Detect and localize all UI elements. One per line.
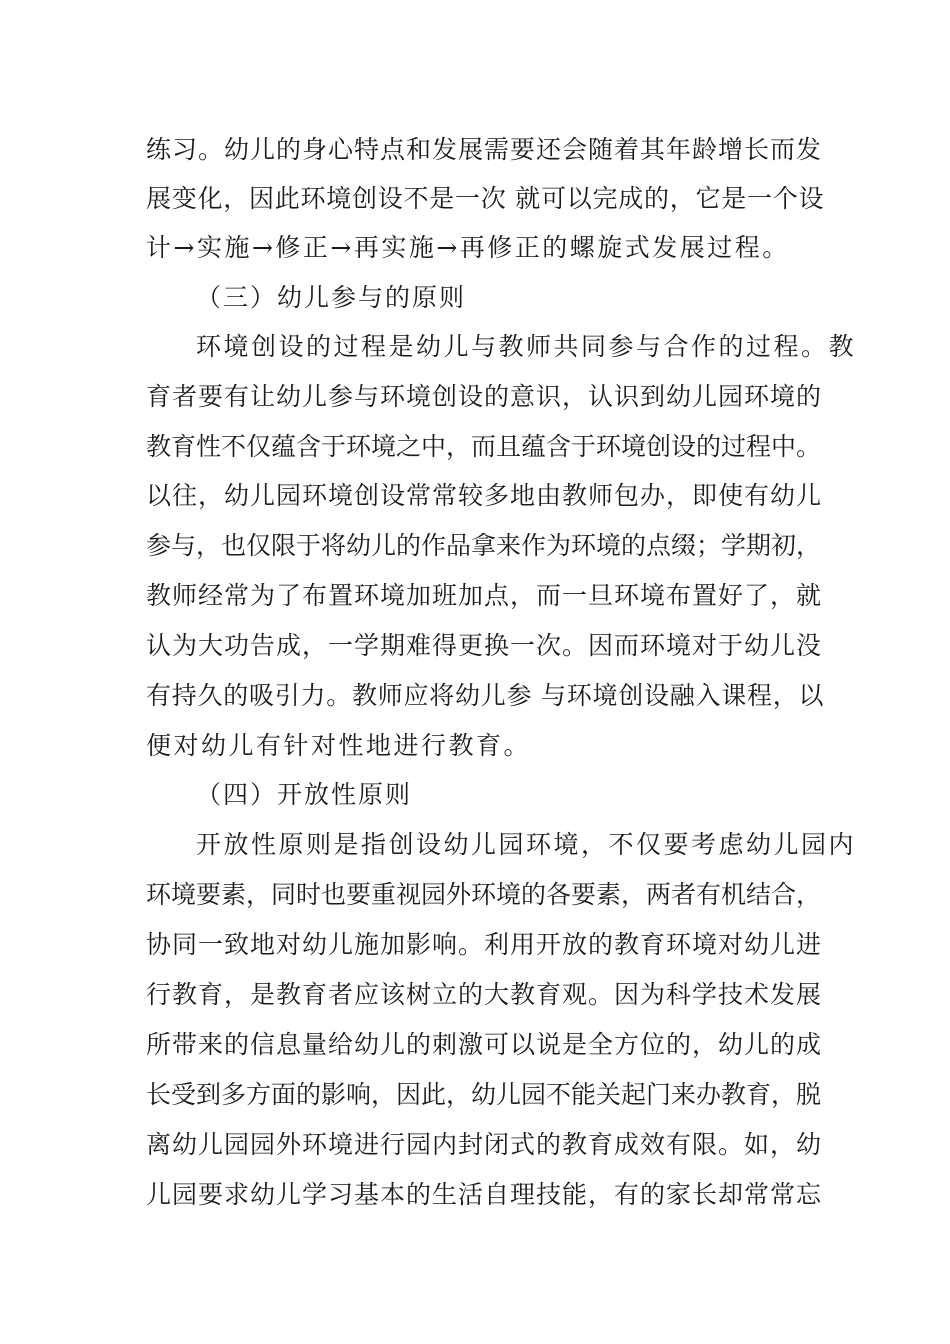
paragraph-line: 开放性原则是指创设幼儿园环境，不仅要考虑幼儿园内: [196, 830, 857, 859]
paragraph-line: 长受到多方面的影响，因此，幼儿园不能关起门来办教育，脱: [146, 1080, 822, 1109]
paragraph-line: 所带来的信息量给幼儿的刺激可以说是全方位的，幼儿的成: [146, 1030, 823, 1059]
paragraph-line: 环境要素，同时也要重视园外环境的各要素，两者有机结合，: [146, 880, 822, 909]
paragraph-line: 儿园要求幼儿学习基本的生活自理技能，有的家长却常常忘: [146, 1180, 823, 1209]
paragraph-line: 教师经常为了布置环境加班加点，而一旦环境布置好了，就: [146, 581, 823, 610]
paragraph-line: 便对幼儿有针对性地进行教育。: [146, 731, 532, 760]
paragraph-line: 教育性不仅蕴含于环境之中，而且蕴含于环境创设的过程中。: [146, 432, 822, 461]
paragraph-line: 认为大功告成，一学期难得更换一次。因而环境对于幼儿没: [146, 631, 823, 660]
paragraph-line: 协同一致地对幼儿施加影响。利用开放的教育环境对幼儿进: [146, 930, 823, 959]
paragraph-line: 以往，幼儿园环境创设常常较多地由教师包办，即使有幼儿: [146, 481, 823, 510]
section-heading: （三）幼儿参与的原则: [196, 283, 467, 312]
paragraph-line: 行教育，是教育者应该树立的大教育观。因为科学技术发展: [146, 980, 823, 1009]
paragraph-line: 计→实施→修正→再实施→再修正的螺旋式发展过程。: [146, 233, 790, 262]
paragraph-line: 展变化，因此环境创设不是一次 就可以完成的，它是一个设: [146, 184, 825, 213]
section-heading: （四）开放性原则: [196, 780, 413, 809]
paragraph-line: 练习。幼儿的身心特点和发展需要还会随着其年龄增长而发: [146, 135, 823, 164]
paragraph-line: 离幼儿园园外环境进行园内封闭式的教育成效有限。如，幼: [146, 1130, 823, 1159]
paragraph-line: 参与，也仅限于将幼儿的作品拿来作为环境的点缀；学期初，: [146, 531, 822, 560]
paragraph-line: 育者要有让幼儿参与环境创设的意识，认识到幼儿园环境的: [146, 382, 823, 411]
paragraph-line: 环境创设的过程是幼儿与教师共同参与合作的过程。教: [196, 332, 857, 361]
paragraph-line: 有持久的吸引力。教师应将幼儿参 与环境创设融入课程，以: [146, 681, 825, 710]
